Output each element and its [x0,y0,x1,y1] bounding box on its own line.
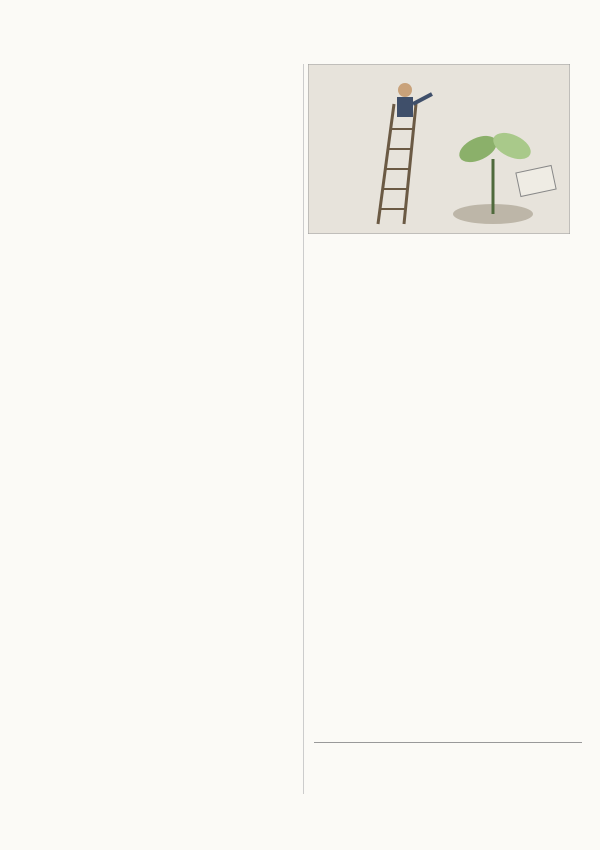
column-divider [303,64,304,794]
feature-article[interactable] [320,230,572,234]
figure-on-ladder-graphic [308,64,570,234]
cover-illustration [308,64,570,234]
declaration [314,742,582,746]
